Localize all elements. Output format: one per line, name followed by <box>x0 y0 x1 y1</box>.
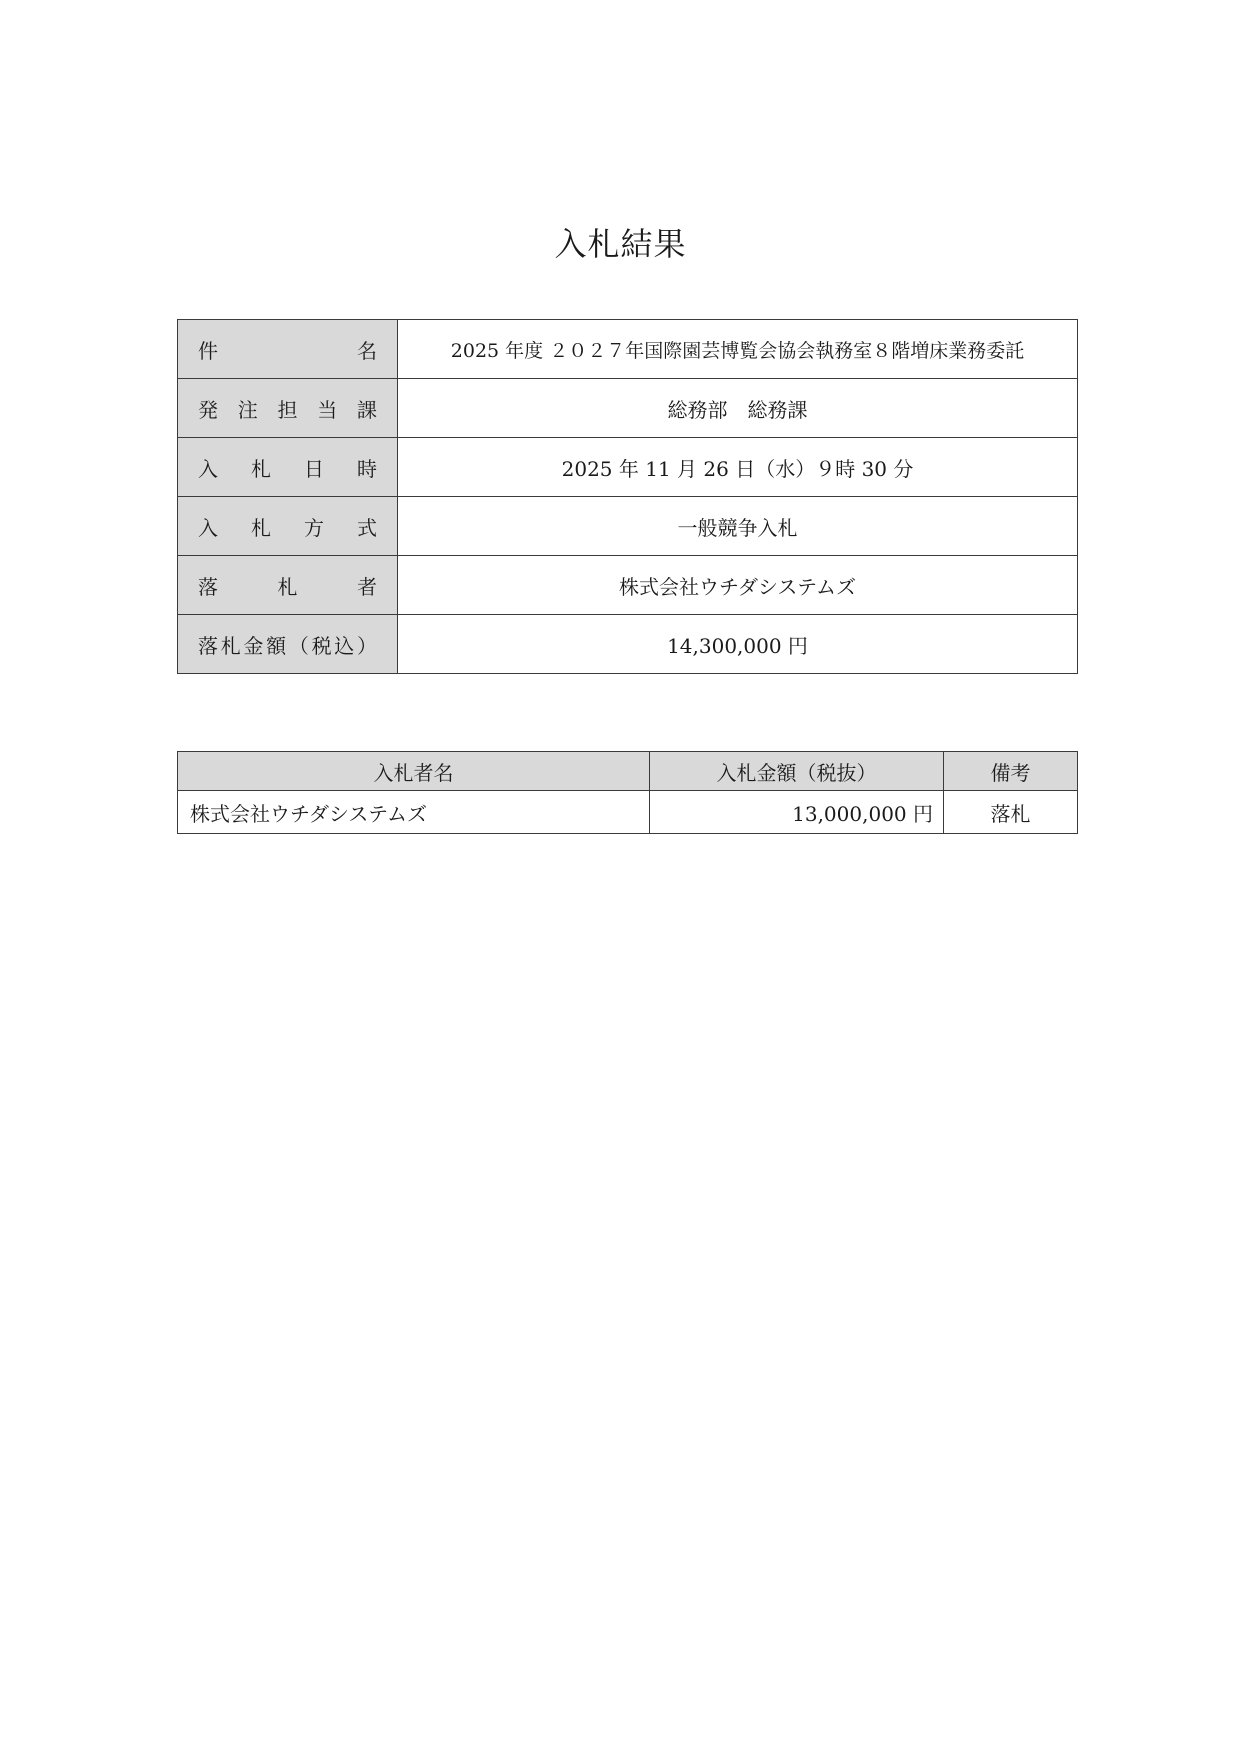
info-value: 総務部 総務課 <box>398 379 1078 438</box>
info-label: 入札日時 <box>178 438 398 497</box>
info-value: 14,300,000 円 <box>398 615 1078 674</box>
bidder-name: 株式会社ウチダシステムズ <box>178 791 650 834</box>
info-label: 落札者 <box>178 556 398 615</box>
info-label: 落札金額（税込） <box>178 615 398 674</box>
info-row-datetime <box>178 438 1078 497</box>
info-value: 一般競争入札 <box>398 497 1078 556</box>
info-label: 発注担当課 <box>178 379 398 438</box>
info-row-department <box>178 379 1078 438</box>
table-header-row <box>178 752 1078 791</box>
bid-note: 落札 <box>944 791 1078 834</box>
bid-info-table <box>177 319 1078 674</box>
info-row-method <box>178 497 1078 556</box>
info-row-subject <box>178 320 1078 379</box>
bidders-table <box>177 751 1078 834</box>
bid-amount: 13,000,000 円 <box>650 791 944 834</box>
info-row-winner <box>178 556 1078 615</box>
info-row-winning-amount <box>178 615 1078 674</box>
table-row <box>178 791 1078 834</box>
info-label: 入札方式 <box>178 497 398 556</box>
page-title: 入札結果 <box>554 225 687 263</box>
info-value: 株式会社ウチダシステムズ <box>398 556 1078 615</box>
info-label: 件名 <box>178 320 398 379</box>
column-header-bidder: 入札者名 <box>178 752 650 791</box>
column-header-amount: 入札金額（税抜） <box>650 752 944 791</box>
info-value: 2025 年 11 月 26 日（水）９時 30 分 <box>398 438 1078 497</box>
column-header-note: 備考 <box>944 752 1078 791</box>
info-value: 2025 年度 ２０２７年国際園芸博覧会協会執務室８階増床業務委託 <box>398 320 1078 379</box>
